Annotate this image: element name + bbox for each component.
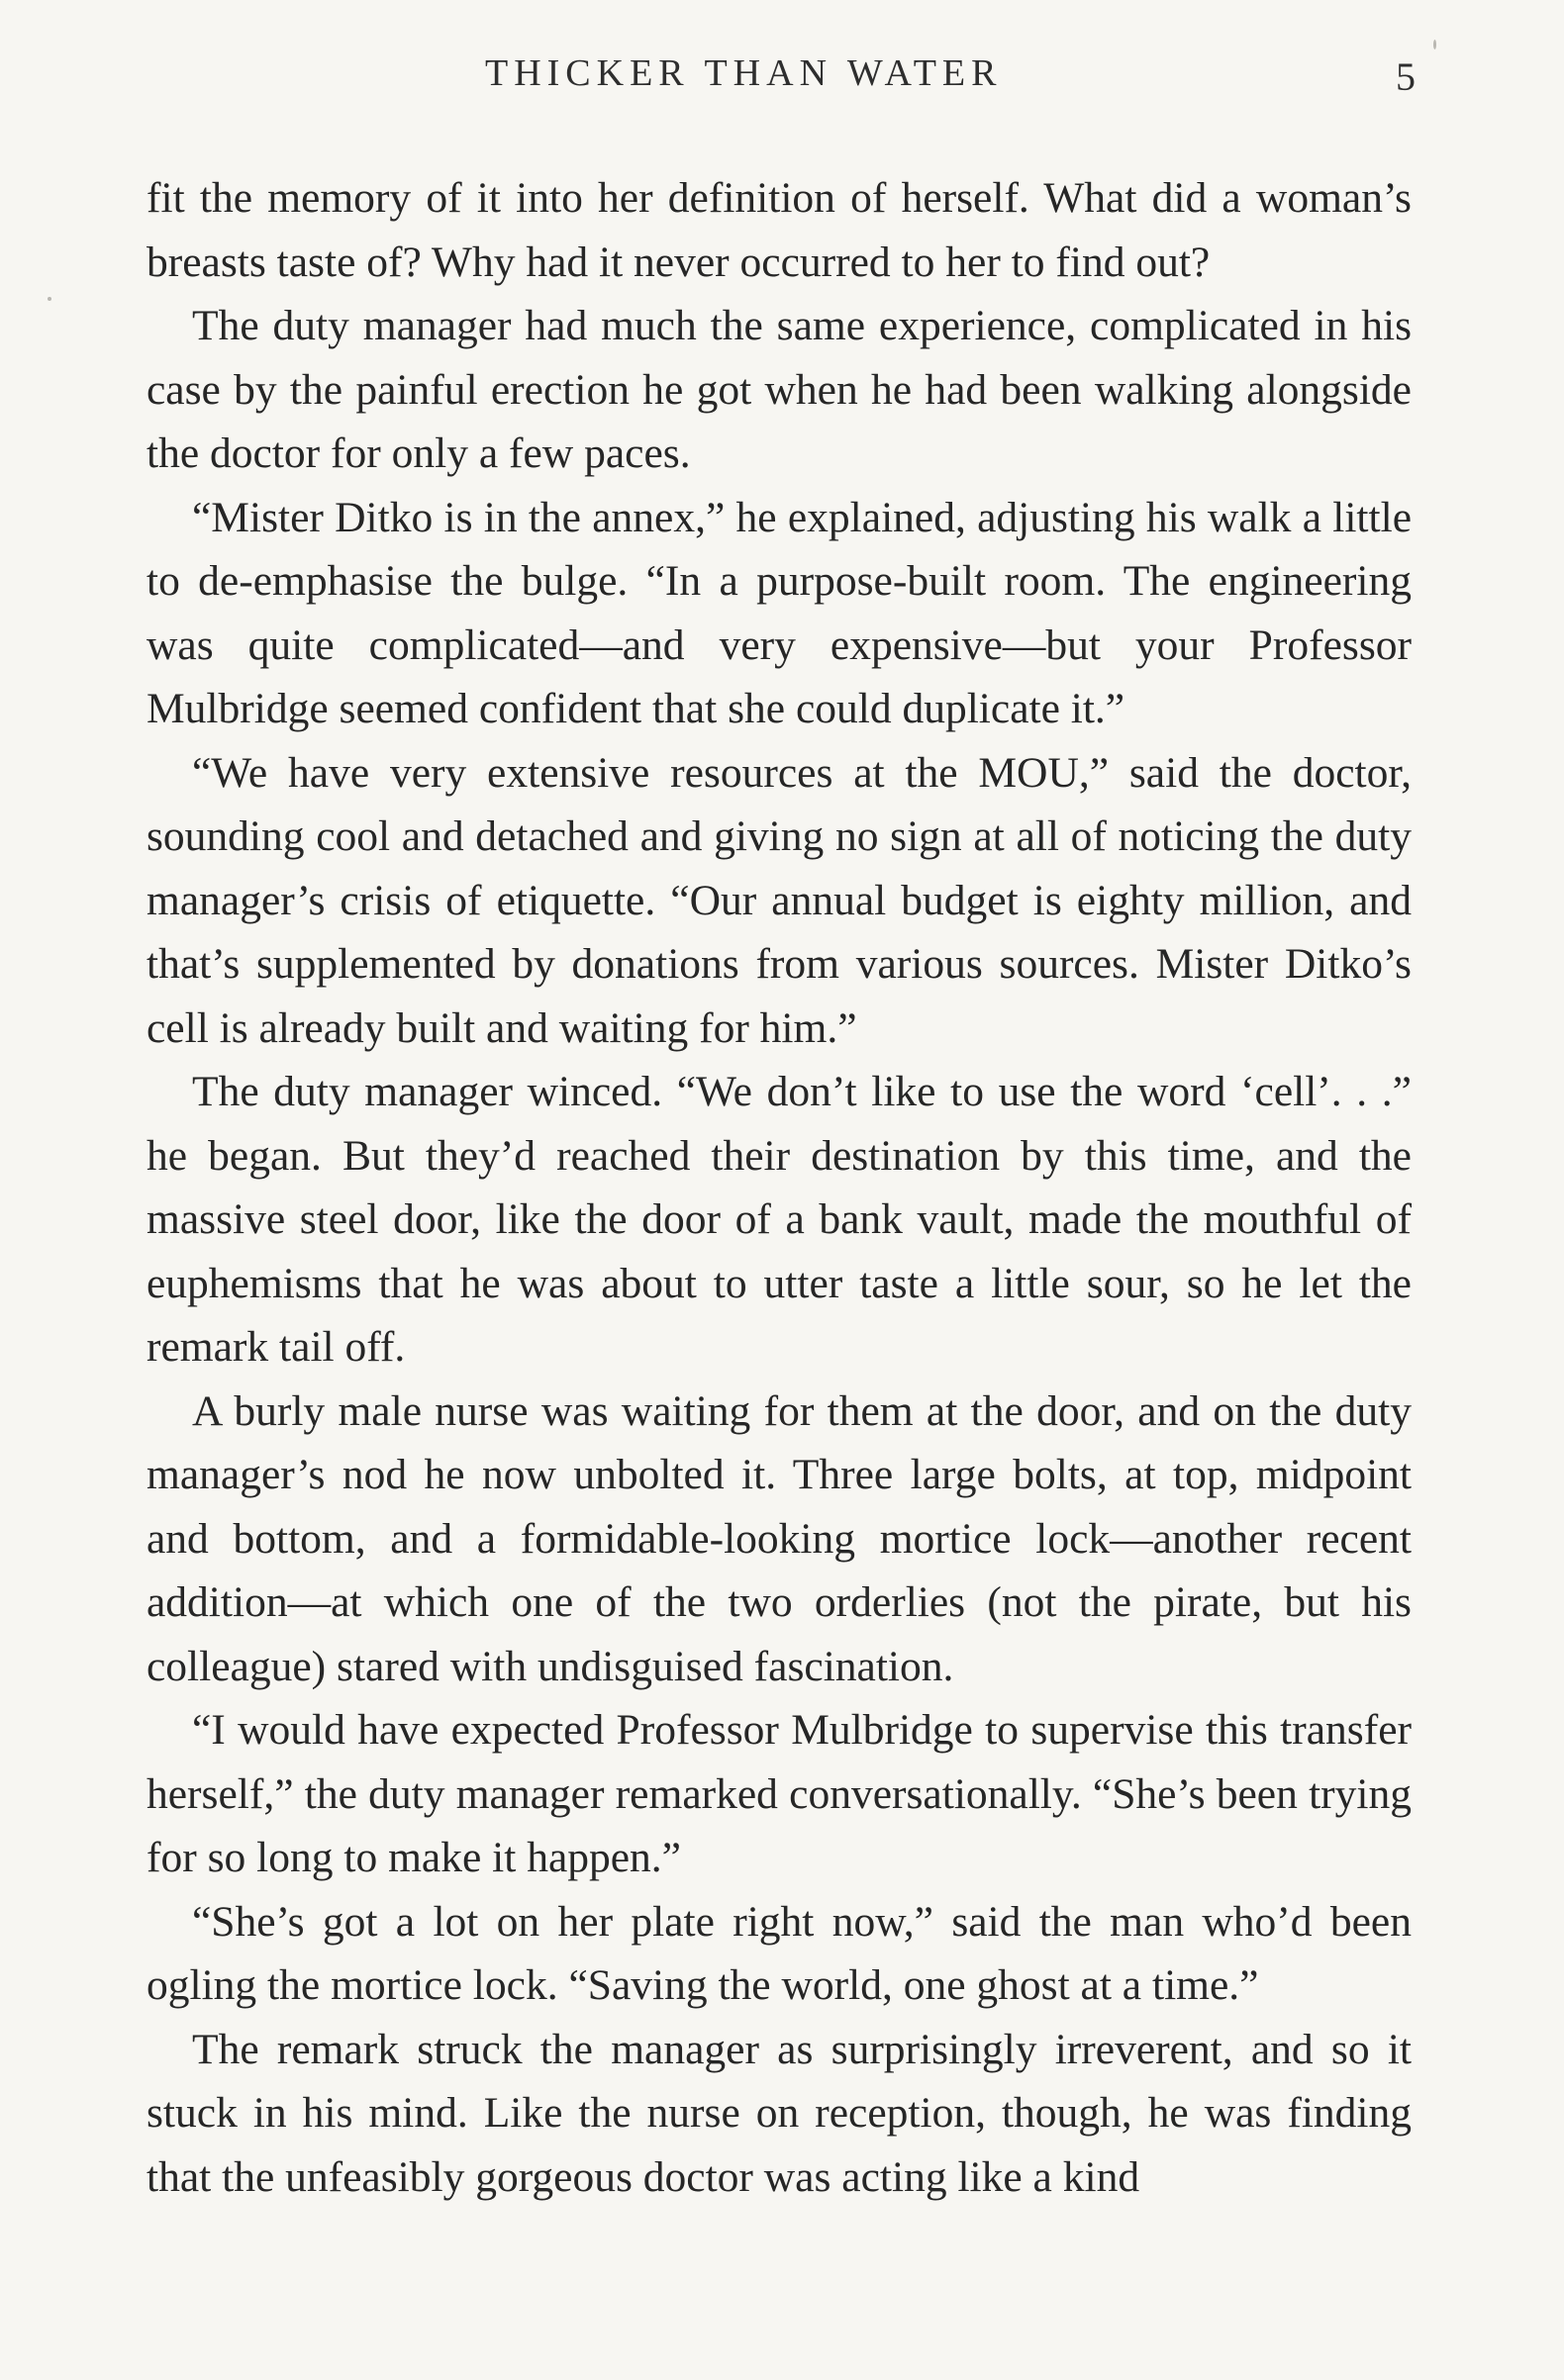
paragraph: fit the memory of it into her definition of herself. What did a woman’s breasts taste of? Why had it never occurred to her to find out? — [147, 174, 1412, 286]
paragraph: “Mister Ditko is in the annex,” he explained, adjusting his walk a little to de-emphasise the bulge. “In a purpose-built room. The engineering was quite complicated—and very expensive—but your Professor Mulbridge seemed confident that she could duplicate it.” — [147, 493, 1412, 732]
page-number: 5 — [1396, 54, 1416, 99]
body-text — [147, 166, 1412, 2209]
paper-speck — [1433, 40, 1436, 49]
paragraph: A burly male nurse was waiting for them at the door, and on the duty manager’s nod he now unbolted it. Three large bolts, at top, midpoint and bottom, and a formidable-looking mortice lock—another recent addition—at which one of the two orderlies (not the pirate, but his colleague) stared with undisguised fascination. — [147, 1386, 1412, 1690]
paper-speck — [48, 297, 51, 301]
running-head: THICKER THAN WATER — [485, 52, 1003, 94]
paragraph: “I would have expected Professor Mulbridge to supervise this transfer herself,” the duty manager remarked conversationally. “She’s been trying for so long to make it happen.” — [147, 1706, 1412, 1881]
paragraph: “We have very extensive resources at the MOU,” said the doctor, sounding cool and detached and giving no sign at all of noticing the duty manager’s crisis of etiquette. “Our annual budget is eighty million, and that’s supplemented by donations from various sources. Mister Ditko’s cell is already built and waiting for him.” — [147, 748, 1412, 1052]
paragraph: The duty manager winced. “We don’t like to use the word ‘cell’. . .” he began. But they’d reached their destination by this time, and the massive steel door, like the door of a bank vault, made the mouthful of euphemisms that he was about to utter taste a little sour, so he let the remark tail off. — [147, 1068, 1412, 1371]
paragraph: The remark struck the manager as surprisingly irreverent, and so it stuck in his mind. Like the nurse on reception, though, he was finding that the unfeasibly gorgeous doctor was acting like a kind — [147, 2025, 1412, 2201]
paragraph: “She’s got a lot on her plate right now,” said the man who’d been ogling the mortice lock. “Saving the world, one ghost at a time.” — [147, 1897, 1412, 2009]
paragraph: The duty manager had much the same experience, complicated in his case by the painful erection he got when he had been walking alongside the doctor for only a few paces. — [147, 302, 1412, 477]
